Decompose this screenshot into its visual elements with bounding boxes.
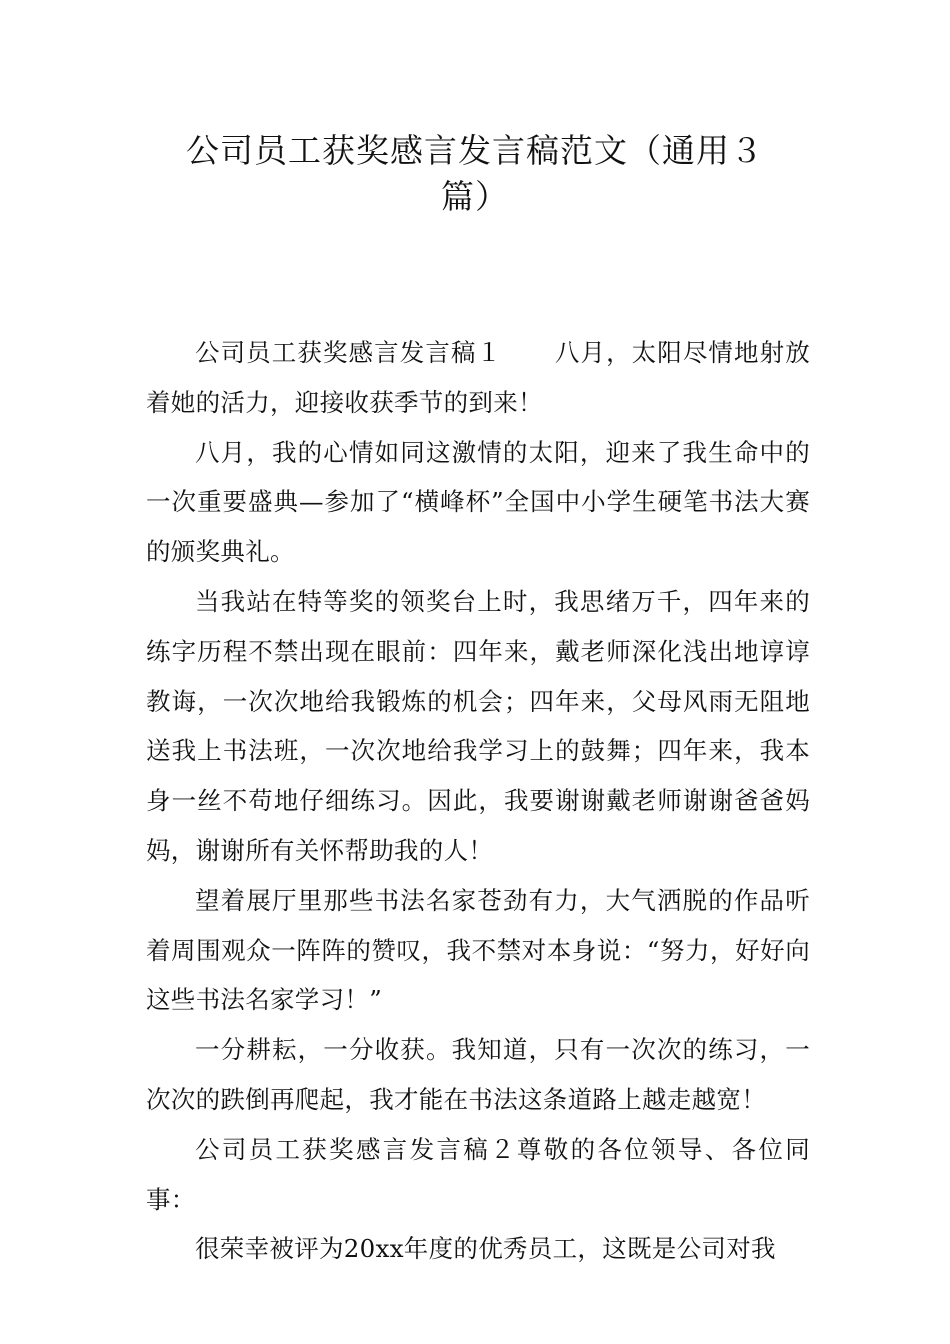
section-heading-1: 公司员工获奖感言发言稿１	[195, 338, 503, 367]
paragraph-1	[146, 328, 810, 428]
title-line-2: 篇）	[441, 177, 509, 216]
paragraph-4: 望着展厅里那些书法名家苍劲有力，大气洒脱的作品听着周围观众一阵阵的赞叹，我不禁对本身说：“努力，好好向这些书法名家学习！”	[146, 885, 810, 1015]
paragraph-5: 一分耕耘，一分收获。我知道，只有一次次的练习，一次次的跌倒再爬起，我才能在书法这条道路上越走越宽！	[146, 1035, 810, 1114]
paragraph-7: 很荣幸被评为20xx年度的优秀员工，这既是公司对我	[195, 1234, 776, 1264]
title-line-1: 公司员工获奖感言发言稿范文（通用３	[186, 131, 764, 170]
document-body	[146, 328, 810, 1274]
paragraph-3: 当我站在特等奖的领奖台上时，我思绪万千，四年来的练字历程不禁出现在眼前：四年来，戴老师深化浅出地谆谆教诲，一次次地给我锻炼的机会；四年来，父母风雨无阻地送我上书法班，一次次地给我学习上的鼓舞；四年来，我本身一丝不苟地仔细练习。因此，我要谢谢戴老师谢谢爸爸妈妈，谢谢所有关怀帮助我的人！	[146, 586, 810, 865]
paragraph-6: 公司员工获奖感言发言稿２尊敬的各位领导、各位同事：	[146, 1134, 810, 1214]
paragraph-1-text: 八月，太阳尽情地射放着她的活力，迎接收获季节的到来！	[146, 338, 810, 417]
document-title	[0, 128, 950, 220]
paragraph-2: 八月，我的心情如同这激情的太阳，迎来了我生命中的一次重要盛典—参加了“横峰杯”全国中小学生硬笔书法大赛的颁奖典礼。	[146, 437, 810, 567]
